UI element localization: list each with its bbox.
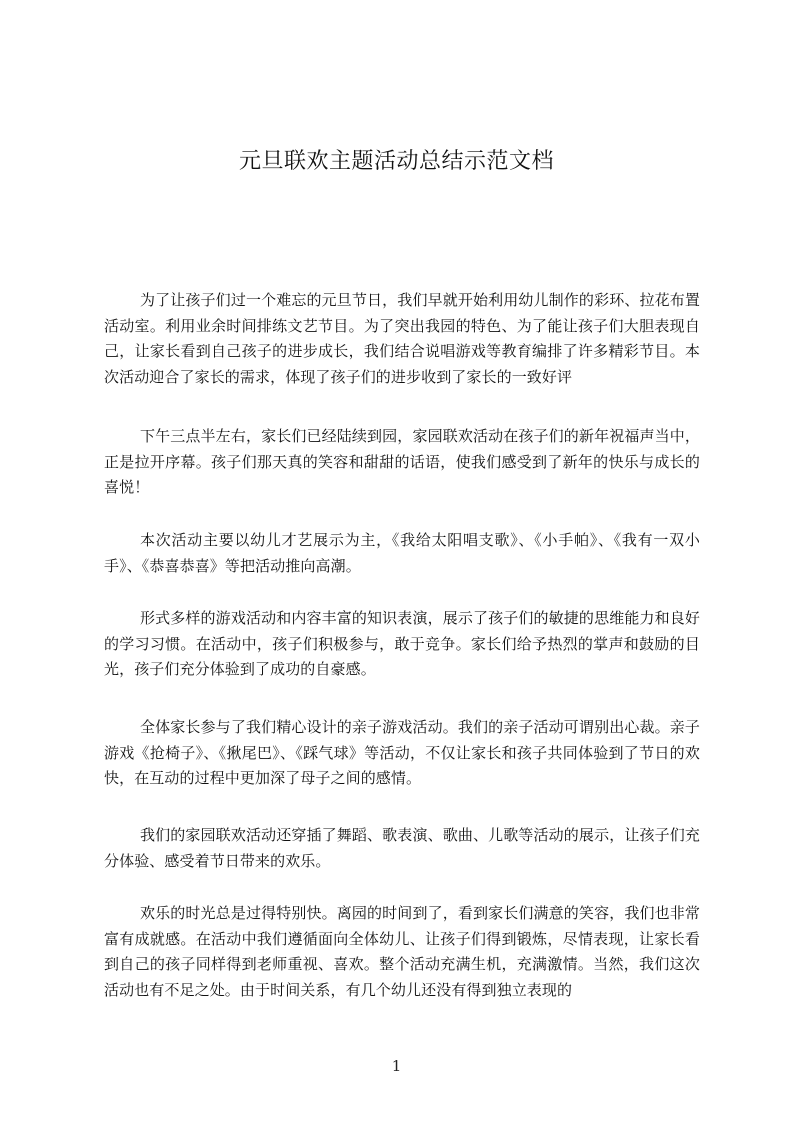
paragraph-6: 我们的家园联欢活动还穿插了舞蹈、歌表演、歌曲、儿歌等活动的展示，让孩子们充分体验、感受着节日带来的欢乐。 xyxy=(104,826,700,870)
document-title: 元旦联欢主题活动总结示范文档 xyxy=(238,149,554,174)
page-number: 1 xyxy=(391,1057,402,1075)
paragraph-1: 为了让孩子们过一个难忘的元旦节日，我们早就开始利用幼儿制作的彩环、拉花布置活动室。利用业余时间排练文艺节目。为了突出我园的特色、为了能让孩子们大胆表现自己，让家长看到自己孩子的进步成长，我们结合说唱游戏等教育编排了许多精彩节目。本次活动迎合了家长的需求，体现了孩子们的进步收到了家长的一致好评 xyxy=(104,291,700,386)
paragraph-2: 下午三点半左右，家长们已经陆续到园，家园联欢活动在孩子们的新年祝福声当中，正是拉开序幕。孩子们那天真的笑容和甜甜的话语，使我们感受到了新年的快乐与成长的喜悦！ xyxy=(104,427,700,497)
paragraph-3: 本次活动主要以幼儿才艺展示为主，《我给太阳唱支歌》、《小手帕》、《我有一双小手》、《恭喜恭喜》等把活动推向高潮。 xyxy=(104,531,700,575)
paragraph-4: 形式多样的游戏活动和内容丰富的知识表演，展示了孩子们的敏捷的思维能力和良好的学习习惯。在活动中，孩子们积极参与，敢于竞争。家长们给予热烈的掌声和鼓励的目光，孩子们充分体验到了成功的自豪感。 xyxy=(104,609,700,679)
paragraph-7: 欢乐的时光总是过得特别快。离园的时间到了，看到家长们满意的笑容，我们也非常富有成就感。在活动中我们遵循面向全体幼儿、让孩子们得到锻炼，尽情表现，让家长看到自己的孩子同样得到老师重视、喜欢。整个活动充满生机，充满激情。当然，我们这次活动也有不足之处。由于时间关系，有几个幼儿还没有得到独立表现的 xyxy=(104,904,700,999)
paragraph-5: 全体家长参与了我们精心设计的亲子游戏活动。我们的亲子活动可谓别出心裁。亲子游戏《抢椅子》、《揪尾巴》、《踩气球》等活动，不仅让家长和孩子共同体验到了节日的欢快，在互动的过程中更加深了母子之间的感情。 xyxy=(104,718,700,788)
